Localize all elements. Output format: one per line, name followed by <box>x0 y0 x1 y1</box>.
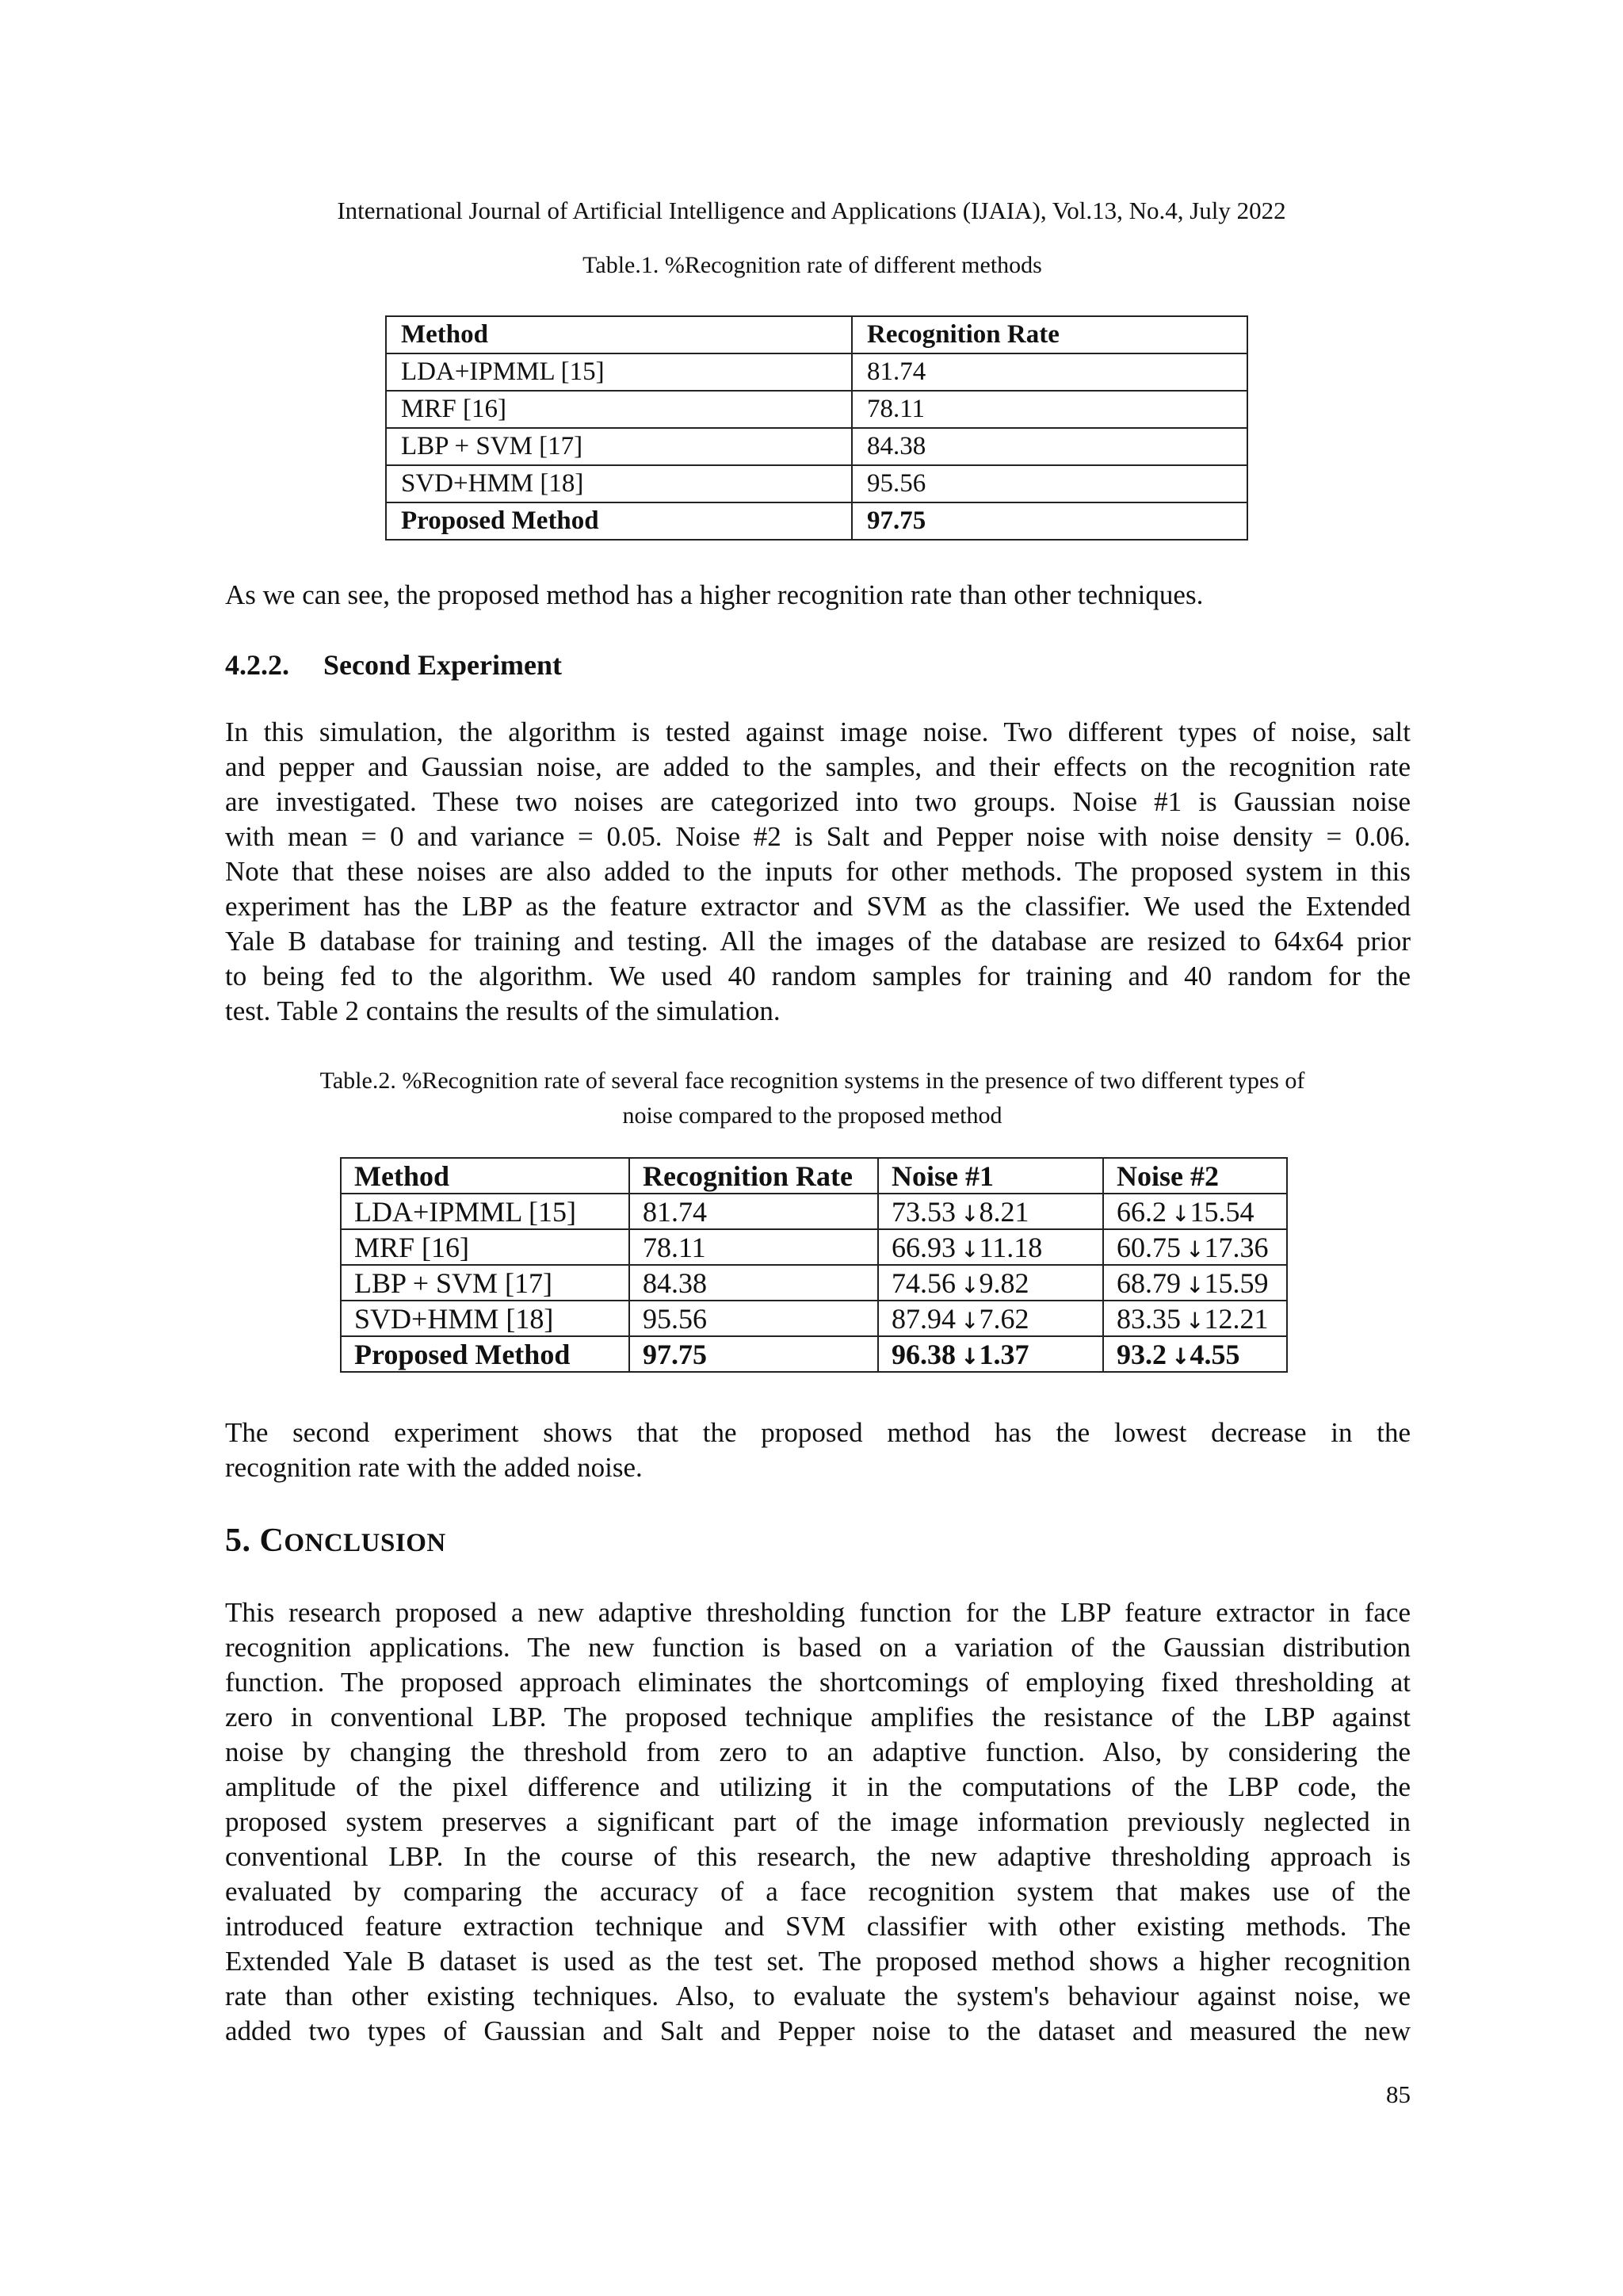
noise1-value: 96.38 <box>892 1338 956 1370</box>
down-arrow-icon: ↓ <box>1186 1236 1205 1263</box>
noise2-cell <box>1103 1265 1287 1301</box>
noise2-drop: 17.36 <box>1204 1231 1269 1263</box>
table-row-proposed <box>386 502 1247 540</box>
text-line: zero in conventional LBP. The proposed technique amplifies the resistance of the LBP against <box>225 1702 1411 1733</box>
method-cell: SVD+HMM [18] <box>386 465 852 502</box>
table2-caption-line: noise compared to the proposed method <box>622 1102 1002 1129</box>
noise1-cell <box>878 1194 1103 1229</box>
noise2-drop: 12.21 <box>1204 1302 1269 1335</box>
section-title-initial: C <box>259 1522 285 1559</box>
noise2-cell <box>1103 1229 1287 1265</box>
rate-cell: 81.74 <box>629 1194 878 1229</box>
method-cell: LBP + SVM [17] <box>386 428 852 465</box>
table1-caption: Table.1. %Recognition rate of different methods <box>582 252 1042 278</box>
down-arrow-icon: ↓ <box>960 1271 980 1298</box>
section-title-rest: ONCLUSION <box>284 1529 446 1557</box>
down-arrow-icon: ↓ <box>960 1307 980 1334</box>
text-line: rate than other existing techniques. Also, to evaluate the system's behaviour against noise, we <box>225 1981 1411 2011</box>
text-line: Extended Yale B dataset is used as the test set. The proposed method shows a higher recognition <box>225 1946 1411 1977</box>
noise1-drop: 11.18 <box>979 1231 1043 1263</box>
text-line: recognition rate with the added noise. <box>225 1452 643 1483</box>
table-row-proposed <box>341 1336 1287 1372</box>
down-arrow-icon: ↓ <box>1186 1307 1205 1334</box>
text-line: introduced feature extraction technique and SVM classifier with other existing methods. The <box>225 1911 1411 1942</box>
noise1-drop: 7.62 <box>979 1302 1029 1335</box>
table1 <box>385 315 1248 541</box>
table2-header-row <box>341 1158 1287 1194</box>
subsection-heading <box>225 648 562 682</box>
method-cell: Proposed Method <box>341 1336 629 1372</box>
noise1-cell <box>878 1301 1103 1336</box>
table2-header-noise2: Noise #2 <box>1103 1158 1287 1194</box>
section-title <box>260 1522 446 1559</box>
text-line: amplitude of the pixel difference and utilizing it in the computations of the LBP code, the <box>225 1771 1411 1802</box>
down-arrow-icon: ↓ <box>960 1200 980 1227</box>
noise1-value: 73.53 <box>892 1195 956 1228</box>
text-line: test. Table 2 contains the results of the simulation. <box>225 995 781 1026</box>
table1-header-row <box>386 316 1247 353</box>
noise2-cell <box>1103 1336 1287 1372</box>
method-cell: LDA+IPMML [15] <box>386 353 852 391</box>
table1-header-rate: Recognition Rate <box>852 316 1247 353</box>
noise2-drop: 4.55 <box>1190 1338 1240 1370</box>
table-row <box>341 1229 1287 1265</box>
noise2-value: 60.75 <box>1117 1231 1181 1263</box>
noise2-cell <box>1103 1301 1287 1336</box>
rate-cell: 97.75 <box>629 1336 878 1372</box>
rate-cell: 84.38 <box>852 428 1247 465</box>
text-line: evaluated by comparing the accuracy of a face recognition system that makes use of the <box>225 1876 1411 1907</box>
table-row <box>386 391 1247 428</box>
text-line: are investigated. These two noises are categorized into two groups. Noise #1 is Gaussian noise <box>225 786 1411 817</box>
rate-cell: 95.56 <box>629 1301 878 1336</box>
table-row <box>341 1265 1287 1301</box>
text-line: noise by changing the threshold from zero to an adaptive function. Also, by considering the <box>225 1736 1411 1767</box>
table-row <box>386 428 1247 465</box>
rate-cell: 78.11 <box>852 391 1247 428</box>
down-arrow-icon: ↓ <box>960 1343 980 1370</box>
method-cell: SVD+HMM [18] <box>341 1301 629 1336</box>
text-line: The second experiment shows that the proposed method has the lowest decrease in the <box>225 1417 1411 1448</box>
text-line: with mean = 0 and variance = 0.05. Noise #2 is Salt and Pepper noise with noise density = 0.06. <box>225 821 1411 852</box>
table2-header-method: Method <box>341 1158 629 1194</box>
text-line: experiment has the LBP as the feature extractor and SVM as the classifier. We used the Extended <box>225 891 1411 922</box>
noise1-value: 74.56 <box>892 1266 956 1299</box>
table-row <box>386 465 1247 502</box>
noise2-cell <box>1103 1194 1287 1229</box>
text-line: Note that these noises are also added to the inputs for other methods. The proposed system in this <box>225 856 1411 887</box>
section-number: 5. <box>225 1522 251 1559</box>
down-arrow-icon: ↓ <box>1171 1200 1190 1227</box>
table2-caption-line: Table.2. %Recognition rate of several face recognition systems in the presence of two different types of <box>319 1068 1305 1094</box>
down-arrow-icon: ↓ <box>960 1236 980 1263</box>
paragraph-experiment2 <box>225 715 1411 1029</box>
noise2-drop: 15.59 <box>1204 1266 1269 1299</box>
table-row <box>341 1301 1287 1336</box>
text-line: proposed system preserves a significant part of the image information previously neglected in <box>225 1806 1411 1837</box>
rate-cell: 84.38 <box>629 1265 878 1301</box>
down-arrow-icon: ↓ <box>1186 1271 1205 1298</box>
journal-header: International Journal of Artificial Intelligence and Applications (IJAIA), Vol.13, No.4, July 2022 <box>337 197 1286 224</box>
text-line: to being fed to the algorithm. We used 40 random samples for training and 40 random for the <box>225 961 1411 991</box>
noise1-value: 66.93 <box>892 1231 956 1263</box>
noise1-cell <box>878 1336 1103 1372</box>
noise1-cell <box>878 1229 1103 1265</box>
table2-header-noise1: Noise #1 <box>878 1158 1103 1194</box>
text-line: recognition applications. The new function is based on a variation of the Gaussian distribution <box>225 1632 1411 1663</box>
table2-header-rate: Recognition Rate <box>629 1158 878 1194</box>
table2 <box>340 1157 1288 1373</box>
method-cell: LBP + SVM [17] <box>341 1265 629 1301</box>
table1-header-method: Method <box>386 316 852 353</box>
rate-cell: 97.75 <box>852 502 1247 540</box>
rate-cell: 78.11 <box>629 1229 878 1265</box>
noise2-value: 83.35 <box>1117 1302 1181 1335</box>
method-cell: MRF [16] <box>341 1229 629 1265</box>
noise1-value: 87.94 <box>892 1302 956 1335</box>
method-cell: MRF [16] <box>386 391 852 428</box>
subsection-number: 4.2.2. <box>225 649 289 681</box>
text-line: Yale B database for training and testing. All the images of the database are resized to 64x64 prior <box>225 926 1411 957</box>
rate-cell: 81.74 <box>852 353 1247 391</box>
noise1-drop: 9.82 <box>979 1266 1029 1299</box>
text-line: and pepper and Gaussian noise, are added to the samples, and their effects on the recognition rate <box>225 751 1411 782</box>
text-line: As we can see, the proposed method has a higher recognition rate than other techniques. <box>225 579 1204 610</box>
noise1-drop: 8.21 <box>979 1195 1029 1228</box>
noise1-drop: 1.37 <box>979 1338 1029 1370</box>
table-row <box>341 1194 1287 1229</box>
down-arrow-icon: ↓ <box>1171 1343 1190 1370</box>
table-row <box>386 353 1247 391</box>
section-heading <box>225 1522 446 1560</box>
text-line: added two types of Gaussian and Salt and Pepper noise to the dataset and measured the new <box>225 2015 1411 2046</box>
paragraph-after-table2 <box>225 1415 1411 1485</box>
paragraph-after-table1 <box>225 578 1411 613</box>
table2-caption <box>238 1064 1387 1133</box>
noise1-cell <box>878 1265 1103 1301</box>
noise2-value: 68.79 <box>1117 1266 1181 1299</box>
text-line: conventional LBP. In the course of this research, the new adaptive thresholding approach is <box>225 1841 1411 1872</box>
text-line: function. The proposed approach eliminates the shortcomings of employing fixed thresholding at <box>225 1667 1411 1698</box>
noise2-value: 93.2 <box>1117 1338 1167 1370</box>
page-number: 85 <box>1386 2080 1411 2108</box>
subsection-title: Second Experiment <box>323 649 562 681</box>
text-line: This research proposed a new adaptive thresholding function for the LBP feature extractor in face <box>225 1597 1411 1628</box>
method-cell: Proposed Method <box>386 502 852 540</box>
method-cell: LDA+IPMML [15] <box>341 1194 629 1229</box>
paragraph-conclusion <box>225 1595 1411 2049</box>
noise2-value: 66.2 <box>1117 1195 1167 1228</box>
text-line: In this simulation, the algorithm is tested against image noise. Two different types of noise, salt <box>225 716 1411 747</box>
noise2-drop: 15.54 <box>1190 1195 1254 1228</box>
rate-cell: 95.56 <box>852 465 1247 502</box>
